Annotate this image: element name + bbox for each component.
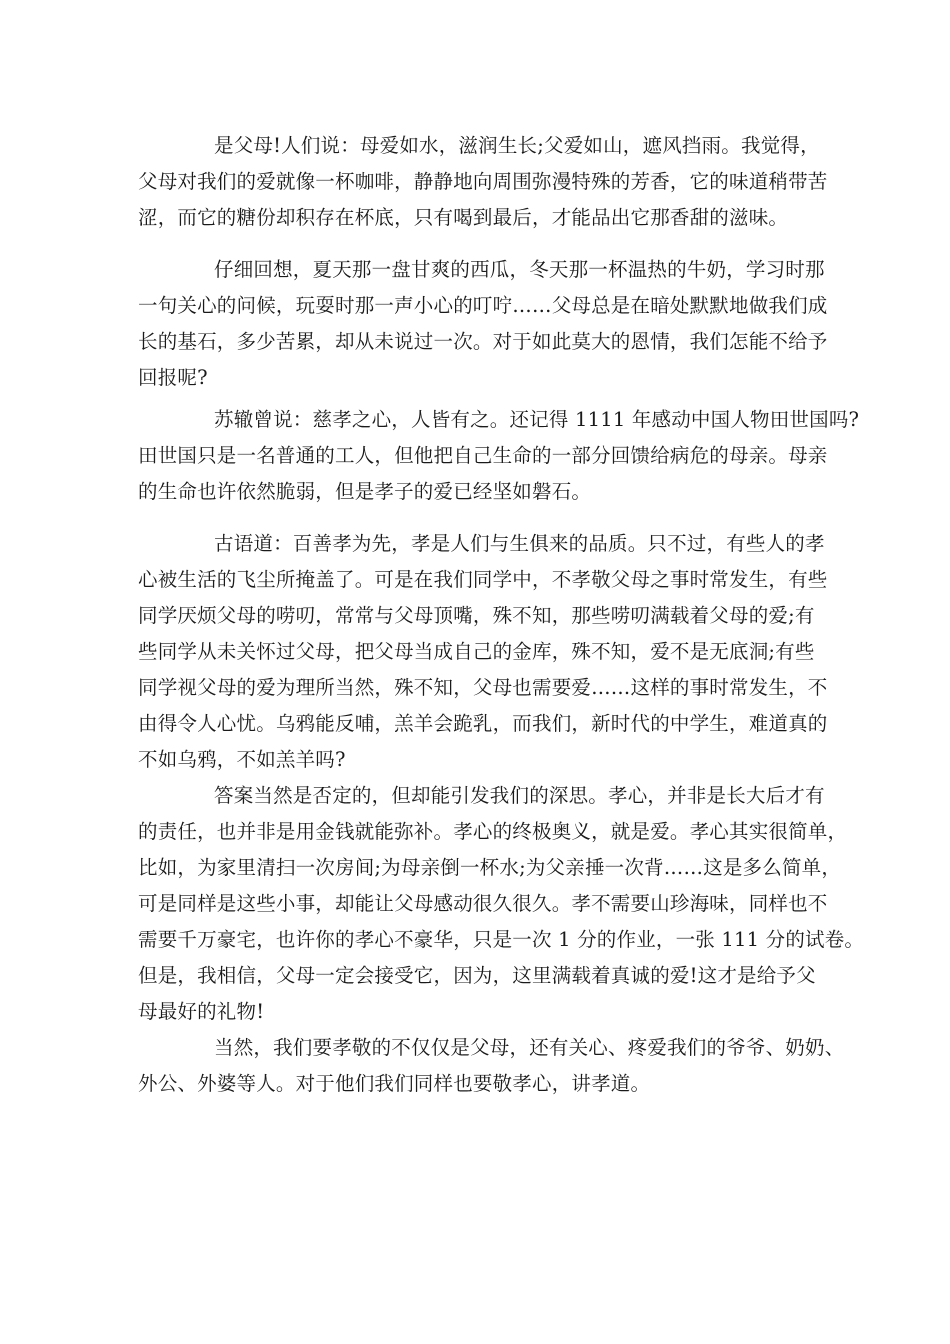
text-line: 答案当然是否定的，但却能引发我们的深思。孝心，并非是长大后才有 <box>214 784 825 807</box>
text-line: 苏辙曾说：慈孝之心，人皆有之。还记得 1111 年感动中国人物田世国吗? <box>214 408 860 431</box>
text-line: 仔细回想，夏天那一盘甘爽的西瓜，冬天那一杯温热的牛奶，学习时那 <box>214 258 825 281</box>
text-line: 由得令人心忧。乌鸦能反哺，羔羊会跪乳，而我们，新时代的中学生，难道真的 <box>138 712 828 735</box>
text-line: 不如乌鸦，不如羔羊吗? <box>138 748 346 771</box>
text-line: 同学厌烦父母的唠叨，常常与父母顶嘴，殊不知，那些唠叨满载着父母的爱;有 <box>138 604 815 627</box>
text-line: 当然，我们要孝敬的不仅仅是父母，还有关心、疼爱我们的爷爷、奶奶、 <box>214 1036 845 1059</box>
text-line: 父母对我们的爱就像一杯咖啡，静静地向周围弥漫特殊的芳香，它的味道稍带苦 <box>138 170 828 193</box>
paragraph-6 <box>138 1030 845 1102</box>
text-line: 比如，为家里清扫一次房间;为母亲倒一杯水;为父亲捶一次背……这是多么简单， <box>138 856 842 879</box>
text-line: 些同学从未关怀过父母，把父母当成自己的金库，殊不知，爱不是无底洞;有些 <box>138 640 815 663</box>
text-line: 的生命也许依然脆弱，但是孝子的爱已经坚如磐石。 <box>138 480 592 503</box>
text-line: 心被生活的飞尘所掩盖了。可是在我们同学中，不孝敬父母之事时常发生，有些 <box>138 568 828 591</box>
text-line: 田世国只是一名普通的工人，但他把自己生命的一部分回馈给病危的母亲。母亲 <box>138 444 828 467</box>
text-line: 母最好的礼物! <box>138 1000 265 1023</box>
text-line: 需要千万豪宅，也许你的孝心不豪华，只是一次 1 分的作业，一张 111 分的试卷。 <box>138 928 865 951</box>
text-line: 涩，而它的糖份却积存在杯底，只有喝到最后，才能品出它那香甜的滋味。 <box>138 206 789 229</box>
paragraph-4 <box>138 526 828 778</box>
text-line: 可是同样是这些小事，却能让父母感动很久很久。孝不需要山珍海味，同样也不 <box>138 892 828 915</box>
paragraph-3 <box>138 402 860 510</box>
text-line: 外公、外婆等人。对于他们我们同样也要敬孝心，讲孝道。 <box>138 1072 651 1095</box>
text-line: 回报呢? <box>138 366 208 389</box>
paragraph-1 <box>138 128 828 236</box>
paragraph-5 <box>138 778 865 1030</box>
text-line: 长的基石，多少苦累，却从未说过一次。对于如此莫大的恩情，我们怎能不给予 <box>138 330 828 353</box>
text-line: 古语道：百善孝为先，孝是人们与生俱来的品质。只不过，有些人的孝 <box>214 532 825 555</box>
paragraph-2 <box>138 252 828 396</box>
text-line: 同学视父母的爱为理所当然，殊不知，父母也需要爱……这样的事时常发生，不 <box>138 676 828 699</box>
text-line: 的责任，也并非是用金钱就能弥补。孝心的终极奥义，就是爱。孝心其实很简单， <box>138 820 848 843</box>
text-line: 一句关心的问候，玩耍时那一声小心的叮咛……父母总是在暗处默默地做我们成 <box>138 294 828 317</box>
text-line: 但是，我相信，父母一定会接受它，因为，这里满载着真诚的爱!这才是给予父 <box>138 964 816 987</box>
text-line: 是父母!人们说：母爱如水，滋润生长;父爱如山，遮风挡雨。我觉得， <box>214 134 820 157</box>
